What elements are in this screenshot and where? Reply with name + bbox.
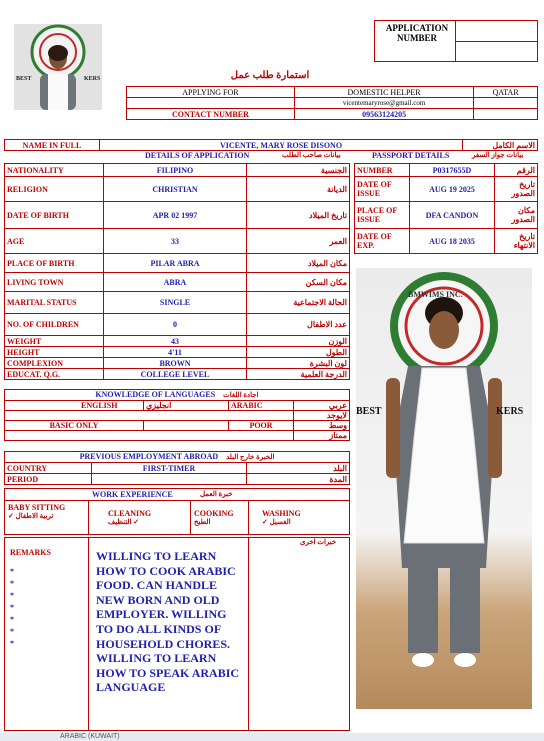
email-value: vicentemaryrose@gmail.com (294, 98, 473, 109)
passport-label: DATE OF EXP. (355, 229, 410, 254)
logo-company-text: BMWIMS INC. (408, 290, 463, 299)
arabic-form-title: استمارة طلب عمل (230, 70, 310, 81)
passport-label: PLACE OF ISSUE (355, 202, 410, 229)
detail-label: EDUCAT. Q.G. (5, 369, 104, 380)
detail-arabic: الديانة (247, 177, 350, 202)
other-experience-ar: خبرات اخرى (300, 538, 337, 546)
passport-value: AUG 19 2025 (410, 177, 495, 202)
country-value: FIRST-TIMER (92, 463, 247, 474)
detail-arabic: الجنسية (247, 164, 350, 177)
english-ar: انجليزي (144, 401, 229, 411)
detail-label: AGE (5, 229, 104, 254)
passport-table (354, 163, 538, 254)
name-arabic: الاسم الكامل (463, 140, 538, 151)
detail-value: 33 (104, 229, 247, 254)
employment-heading-ar: الخبرة خارج البلد (226, 453, 275, 461)
name-value: VICENTE, MARY ROSE DISONO (100, 140, 463, 151)
details-heading: DETAILS OF APPLICATION (145, 151, 250, 160)
languages-heading-ar: اجادة اللغات (223, 391, 259, 399)
passport-arabic: الرقم (495, 164, 538, 177)
footer-text: ARABIC (KUWAIT) (60, 733, 120, 740)
detail-value: 4'11 (104, 347, 247, 358)
contact-number: 09563124205 (294, 109, 473, 120)
level-good: ممتاز (294, 431, 350, 441)
detail-arabic: الدرجة العلمية (247, 369, 350, 380)
languages-heading: KNOWLEDGE OF LANGUAGES (95, 390, 216, 399)
passport-value: AUG 18 2035 (410, 229, 495, 254)
passport-label: NUMBER (355, 164, 410, 177)
employment-heading: PREVIOUS EMPLOYMENT ABROAD (79, 452, 219, 461)
applying-position: DOMESTIC HELPER (294, 87, 473, 98)
detail-value: BROWN (104, 358, 247, 369)
detail-value: ABRA (104, 273, 247, 292)
detail-label: RELIGION (5, 177, 104, 202)
skill-cleaning: CLEANING التنظيف ✓ (108, 509, 152, 526)
period-label: PERIOD (5, 474, 92, 485)
detail-label: COMPLEXION (5, 358, 104, 369)
application-number-label: APPLICATION NUMBER (385, 23, 449, 43)
passport-label: DATE OF ISSUE (355, 177, 410, 202)
applying-for-label: APPLYING FOR (127, 87, 295, 98)
passport-arabic: تاريخ الانتهاء (495, 229, 538, 254)
skill-baby-sitting: BABY SITTING ✓ تربية الاطفال (8, 503, 86, 521)
detail-arabic: الطول (247, 347, 350, 358)
detail-label: HEIGHT (5, 347, 104, 358)
remarks-bullets: * * * * * * * (10, 567, 14, 648)
detail-label: WEIGHT (5, 336, 104, 347)
detail-arabic: الحالة الاجتماعية (247, 292, 350, 314)
detail-arabic: عدد الاطفال (247, 314, 350, 336)
level-poor: لايوجد (294, 411, 350, 421)
detail-arabic: مكان السكن (247, 273, 350, 292)
detail-value: CHRISTIAN (104, 177, 247, 202)
contact-label: CONTACT NUMBER (127, 109, 295, 120)
country-label: COUNTRY (5, 463, 92, 474)
banner-right-text: KERS (496, 406, 524, 417)
detail-arabic: لون البشرة (247, 358, 350, 369)
name-label: NAME IN FULL (5, 140, 100, 151)
logo-left-text: BEST (16, 76, 32, 82)
banner-left-text: BEST (356, 406, 382, 417)
detail-value: SINGLE (104, 292, 247, 314)
english-label: ENGLISH (79, 401, 144, 411)
details-heading-ar: بيانات صاحب الطلب (282, 151, 341, 159)
detail-label: NO. OF CHILDREN (5, 314, 104, 336)
detail-value: PILAR ABRA (104, 254, 247, 273)
detail-arabic: الوزن (247, 336, 350, 347)
work-heading: WORK EXPERIENCE (92, 490, 173, 499)
logo-right-text: KERS (84, 76, 101, 82)
detail-arabic: مكان الميلاد (247, 254, 350, 273)
applicant-photo-small (14, 24, 102, 110)
detail-value: 43 (104, 336, 247, 347)
applying-country: QATAR (474, 87, 538, 98)
level-fair: وسط (294, 421, 350, 431)
work-heading-ar: خبرة العمل (200, 490, 233, 498)
detail-label: DATE OF BIRTH (5, 202, 104, 229)
detail-arabic: تاريخ الميلاد (247, 202, 350, 229)
detail-label: LIVING TOWN (5, 273, 104, 292)
detail-label: NATIONALITY (5, 164, 104, 177)
remarks-text: WILLING TO LEARN HOW TO COOK ARABIC FOOD. CAN HANDLE NEW BORN AND OLD EMPLOYER. WILLING TO DO ALL KINDS OF HOUSEHOLD CHORES. WILLING TO LEARN HOW TO SPEAK ARABIC LANGUAGE (96, 549, 240, 695)
detail-label: PLACE OF BIRTH (5, 254, 104, 273)
passport-heading: PASSPORT DETAILS (372, 151, 450, 160)
period-ar: المدة (247, 474, 350, 485)
detail-value: 0 (104, 314, 247, 336)
remarks-label: REMARKS (10, 548, 51, 557)
passport-value: DFA CANDON (410, 202, 495, 229)
detail-arabic: العمر (247, 229, 350, 254)
skill-cooking: COOKING الطبخ (194, 509, 234, 526)
passport-value: P0317655D (410, 164, 495, 177)
english-level: BASIC ONLY (5, 421, 144, 431)
applicant-photo-full (356, 268, 532, 709)
passport-arabic: مكان الصدور (495, 202, 538, 229)
languages-table (4, 389, 350, 441)
passport-arabic: تاريخ الصدور (495, 177, 538, 202)
detail-value: FILIPINO (104, 164, 247, 177)
details-table (4, 163, 350, 380)
name-row (4, 139, 538, 151)
country-ar: البلد (247, 463, 350, 474)
passport-heading-ar: بيانات جواز السفر (472, 151, 524, 159)
detail-value: APR 02 1997 (104, 202, 247, 229)
arabic-label: ARABIC (229, 401, 294, 411)
detail-label: MARITAL STATUS (5, 292, 104, 314)
skill-washing: WASHING ✓ الغسيل (262, 509, 301, 526)
applying-for-table (126, 86, 538, 120)
arabic-ar: عربي (294, 401, 350, 411)
employment-table (4, 451, 350, 485)
application-number-box (374, 20, 538, 62)
skill-baby-sitting-ar: ✓ تربية الاطفال (8, 512, 54, 520)
detail-value: COLLEGE LEVEL (104, 369, 247, 380)
arabic-level: POOR (229, 421, 294, 431)
